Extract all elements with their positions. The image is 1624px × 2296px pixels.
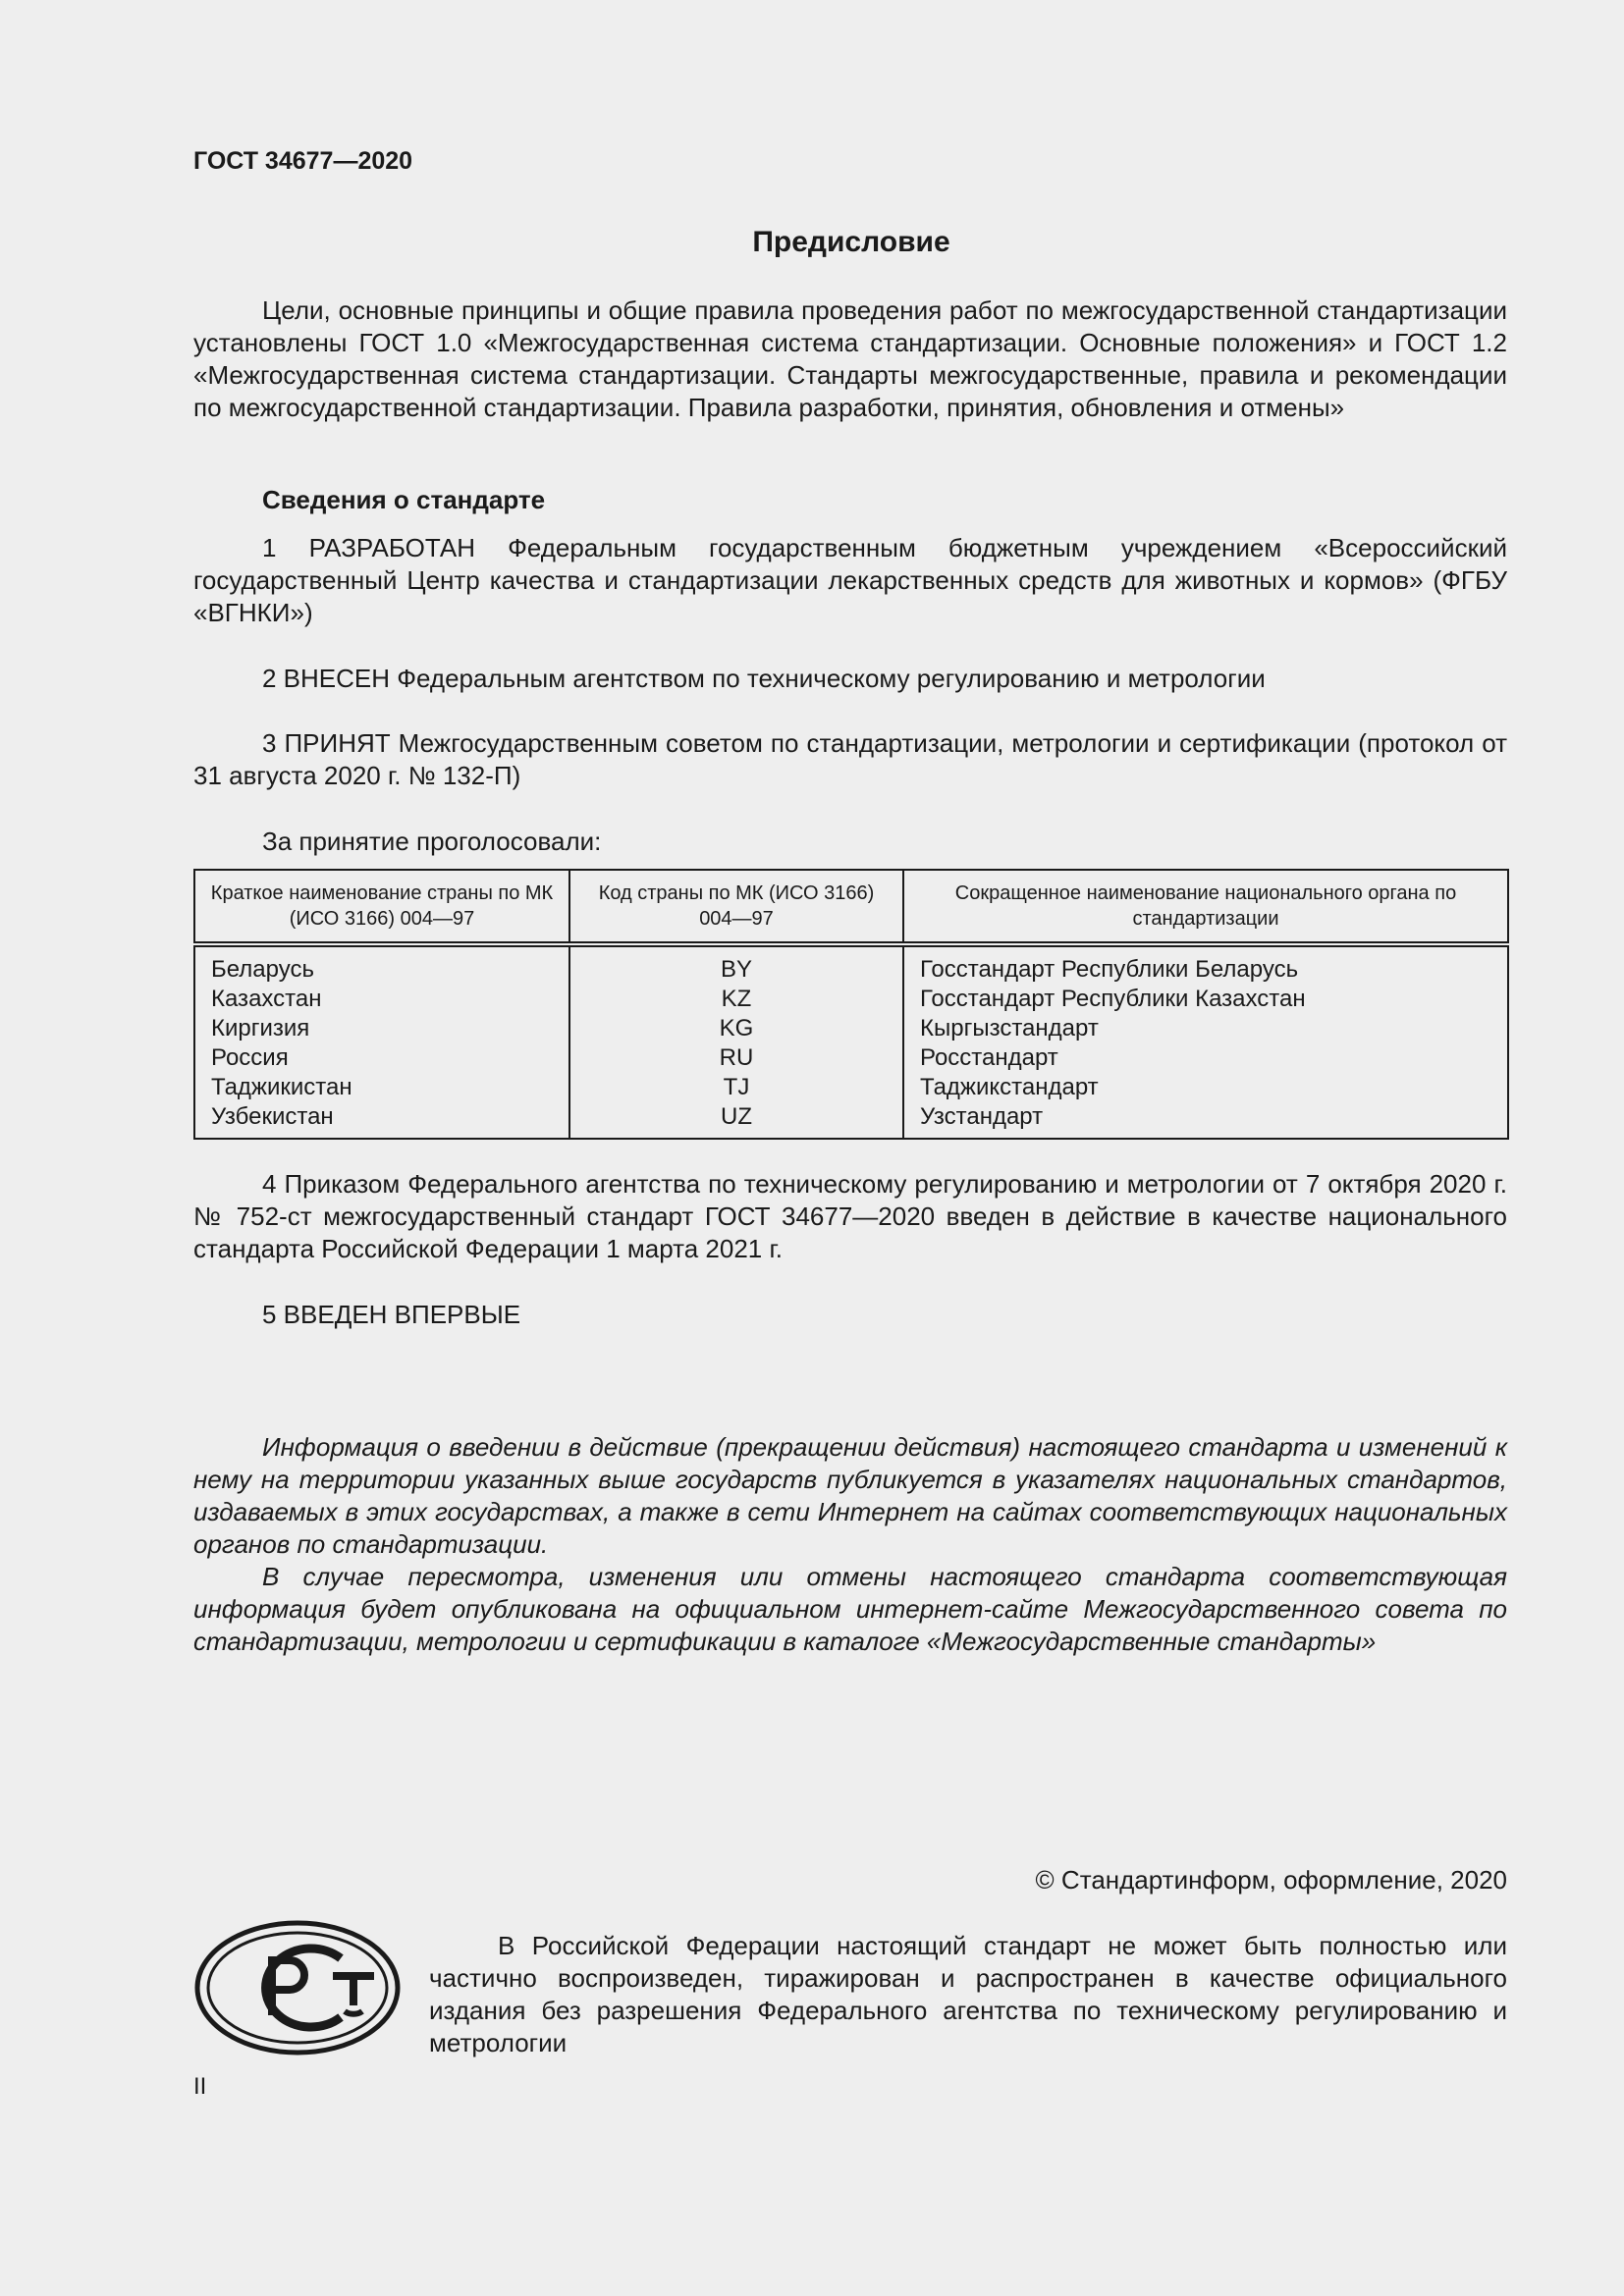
table-cell-country: Таджикистан: [194, 1073, 569, 1102]
item-5-paragraph: 5 ВВЕДЕН ВПЕРВЫЕ: [262, 1300, 521, 1329]
info-paragraph-1: Информация о введении в действие (прекращении действия) настоящего стандарта и изменений к нему на территории указанных выше государств публикуется в указателях национальных стандартов, издаваемых в этих государствах, а также в сети Интернет на сайтах соответствующих национальных органов по стандартизации.: [193, 1432, 1507, 1559]
table-cell-country: Беларусь: [194, 944, 569, 985]
table-row: [194, 1073, 1508, 1102]
table-cell-body: Таджикстандарт: [903, 1073, 1508, 1102]
item-1-paragraph: 1 РАЗРАБОТАН Федеральным государственным бюджетным учреждением «Всероссийский государственный Центр качества и стандартизации лекарственных средств для животных и кормов» (ФГБУ «ВГНКИ»): [193, 533, 1507, 627]
table-cell-code: RU: [569, 1043, 903, 1073]
page-number: II: [193, 2073, 207, 2100]
table-cell-country: Казахстан: [194, 985, 569, 1014]
rst-logo: [193, 1919, 402, 2056]
table-cell-code: UZ: [569, 1102, 903, 1139]
section-heading: Сведения о стандарте: [262, 485, 546, 514]
table-cell-body: Кыргызстандарт: [903, 1014, 1508, 1043]
table-header-country: Краткое наименование страны по МК (ИСО 3166) 004—97: [194, 870, 569, 944]
table-header-body: Сокращенное наименование национального органа по стандартизации: [903, 870, 1508, 944]
page-title: Предисловие: [752, 226, 950, 258]
voting-table: [193, 869, 1509, 1140]
table-cell-country: Узбекистан: [194, 1102, 569, 1139]
table-cell-code: BY: [569, 944, 903, 985]
info-paragraph-2: В случае пересмотра, изменения или отмены настоящего стандарта соответствующая информация будет опубликована на официальном интернет-сайте Межгосударственного совета по стандартизации, метрологии и сертификации в каталоге «Межгосударственные стандарты»: [193, 1562, 1507, 1656]
table-row: [194, 944, 1508, 985]
table-row: [194, 985, 1508, 1014]
table-header-code: Код страны по МК (ИСО 3166) 004—97: [569, 870, 903, 944]
item-3-paragraph: 3 ПРИНЯТ Межгосударственным советом по стандартизации, метрологии и сертификации (протокол от 31 августа 2020 г. № 132-П): [193, 728, 1507, 790]
table-header-row: [194, 870, 1508, 944]
table-cell-body: Росстандарт: [903, 1043, 1508, 1073]
intro-paragraph: Цели, основные принципы и общие правила проведения работ по межгосударственной стандартизации установлены ГОСТ 1.0 «Межгосударственная система стандартизации. Основные положения» и ГОСТ 1.2 «Межгосударственная система стандартизации. Стандарты межгосударственные, правила и рекомендации по межгосударственной стандартизации. Правила разработки, принятия, обновления и отмены»: [193, 295, 1507, 422]
vote-intro: За принятие проголосовали:: [262, 827, 602, 856]
table-cell-country: Киргизия: [194, 1014, 569, 1043]
copyright-notice: © Стандартинформ, оформление, 2020: [1035, 1865, 1507, 1895]
table-cell-body: Узстандарт: [903, 1102, 1508, 1139]
rst-mark-icon: [193, 1919, 402, 2056]
table-cell-code: TJ: [569, 1073, 903, 1102]
item-2-paragraph: 2 ВНЕСЕН Федеральным агентством по техническому регулированию и метрологии: [262, 664, 1266, 693]
document-code: ГОСТ 34677—2020: [193, 147, 413, 175]
table-cell-code: KZ: [569, 985, 903, 1014]
table-cell-country: Россия: [194, 1043, 569, 1073]
item-4-paragraph: 4 Приказом Федерального агентства по техническому регулированию и метрологии от 7 октября 2020 г. № 752-ст межгосударственный стандарт ГОСТ 34677—2020 введен в действие в качестве национального стандарта Российской Федерации 1 марта 2021 г.: [193, 1169, 1507, 1263]
table-row: [194, 1043, 1508, 1073]
table-cell-body: Госстандарт Республики Казахстан: [903, 985, 1508, 1014]
table-cell-code: KG: [569, 1014, 903, 1043]
legal-notice: В Российской Федерации настоящий стандарт не может быть полностью или частично воспроизведен, тиражирован и распространен в качестве официального издания без разрешения Федерального агентства по техническому регулированию и метрологии: [429, 1931, 1507, 2057]
table-row: [194, 1102, 1508, 1139]
table-cell-body: Госстандарт Республики Беларусь: [903, 944, 1508, 985]
table-row: [194, 1014, 1508, 1043]
